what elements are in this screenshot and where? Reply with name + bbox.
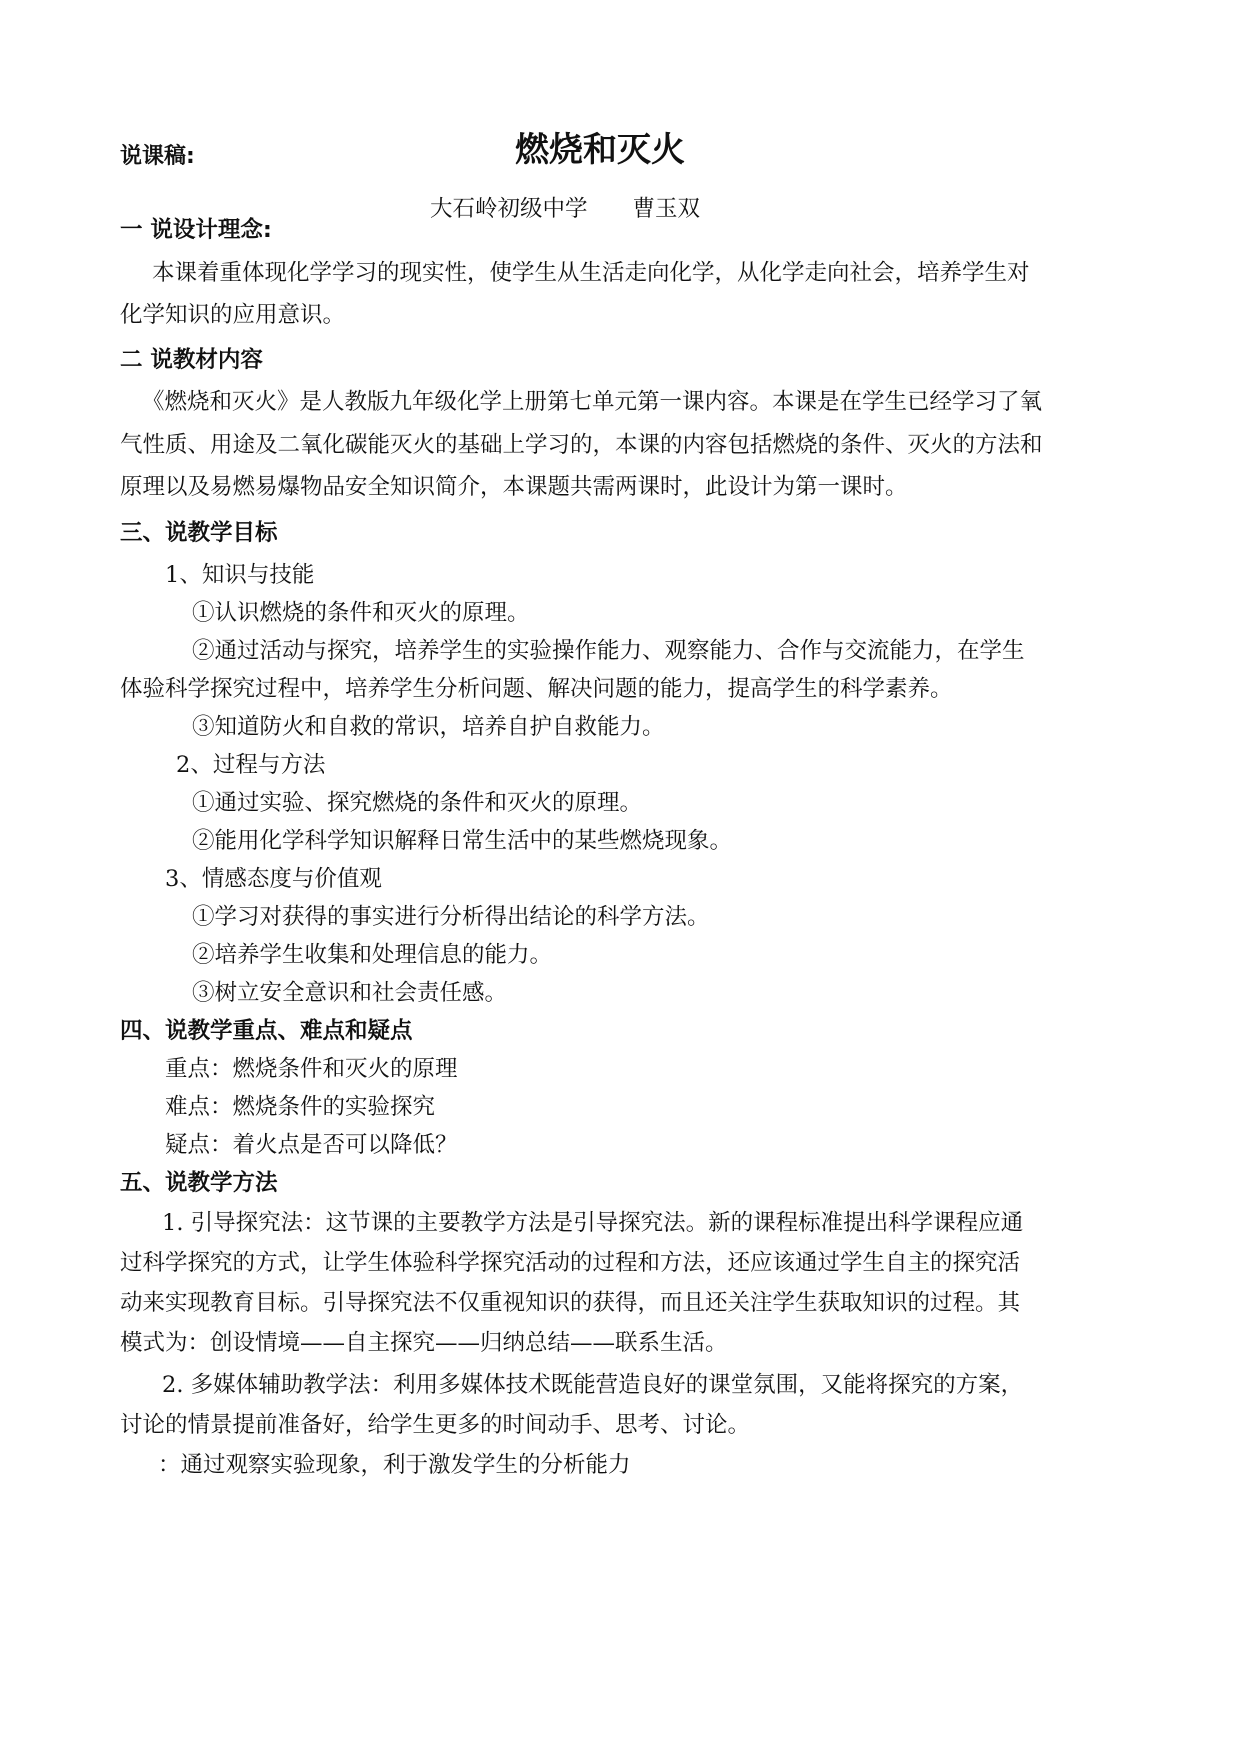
section-heading-5: 五、说教学方法 <box>120 1170 278 1196</box>
subheading: 1、知识与技能 <box>165 562 315 588</box>
paragraph-line: 原理以及易燃易爆物品安全知识简介，本课题共需两课时，此设计为第一课时。 <box>120 474 908 500</box>
paragraph-line: 1. 引导探究法：这节课的主要教学方法是引导探究法。新的课程标准提出科学课程应通 <box>162 1210 1024 1236</box>
section-heading-4: 四、说教学重点、难点和疑点 <box>120 1018 413 1044</box>
section-heading-3: 三、说教学目标 <box>120 520 278 546</box>
subheading: 2、过程与方法 <box>176 752 326 778</box>
subheading: 3、情感态度与价值观 <box>165 866 382 892</box>
list-item: 体验科学探究过程中，培养学生分析问题、解决问题的能力，提高学生的科学素养。 <box>120 676 953 702</box>
paragraph-line: 讨论的情景提前准备好，给学生更多的时间动手、思考、讨论。 <box>120 1412 751 1438</box>
list-item: ②培养学生收集和处理信息的能力。 <box>192 942 553 968</box>
list-item: 疑点：着火点是否可以降低？ <box>165 1132 458 1158</box>
paragraph-line: 气性质、用途及二氧化碳能灭火的基础上学习的，本课的内容包括燃烧的条件、灭火的方法和 <box>120 432 1043 458</box>
list-item: ③树立安全意识和社会责任感。 <box>192 980 508 1006</box>
section-heading-1: 一 说设计理念: <box>120 217 272 243</box>
paragraph-line: 本课着重体现化学学习的现实性，使学生从生活走向化学，从化学走向社会，培养学生对 <box>152 260 1030 286</box>
list-item: ①认识燃烧的条件和灭火的原理。 <box>192 600 530 626</box>
list-item: ①通过实验、探究燃烧的条件和灭火的原理。 <box>192 790 643 816</box>
document-label: 说课稿: <box>120 144 195 169</box>
paragraph-line: 过科学探究的方式，让学生体验科学探究活动的过程和方法，还应该通过学生自主的探究活 <box>120 1250 1021 1276</box>
paragraph-line: 化学知识的应用意识。 <box>120 302 346 328</box>
paragraph-line: ：通过观察实验现象，利于激发学生的分析能力 <box>158 1452 631 1478</box>
author-line: 大石岭初级中学 曹玉双 <box>430 196 701 222</box>
paragraph-line: 《燃烧和灭火》是人教版九年级化学上册第七单元第一课内容。本课是在学生已经学习了氧 <box>142 389 1043 415</box>
list-item: ②通过活动与探究，培养学生的实验操作能力、观察能力、合作与交流能力，在学生 <box>192 638 1025 664</box>
list-item: ③知道防火和自救的常识，培养自护自救能力。 <box>192 714 665 740</box>
list-item: 难点：燃烧条件的实验探究 <box>165 1094 436 1120</box>
list-item: ②能用化学科学知识解释日常生活中的某些燃烧现象。 <box>192 828 733 854</box>
paragraph-line: 动来实现教育目标。引导探究法不仅重视知识的获得，而且还关注学生获取知识的过程。其 <box>120 1290 1021 1316</box>
page-title: 燃烧和灭火 <box>515 130 685 170</box>
list-item: 重点：燃烧条件和灭火的原理 <box>165 1056 458 1082</box>
list-item: ①学习对获得的事实进行分析得出结论的科学方法。 <box>192 904 710 930</box>
paragraph-line: 模式为：创设情境——自主探究——归纳总结——联系生活。 <box>120 1330 728 1356</box>
section-heading-2: 二 说教材内容 <box>120 347 263 373</box>
paragraph-line: 2. 多媒体辅助教学法：利用多媒体技术既能营造良好的课堂氛围，又能将探究的方案， <box>162 1372 1024 1398</box>
